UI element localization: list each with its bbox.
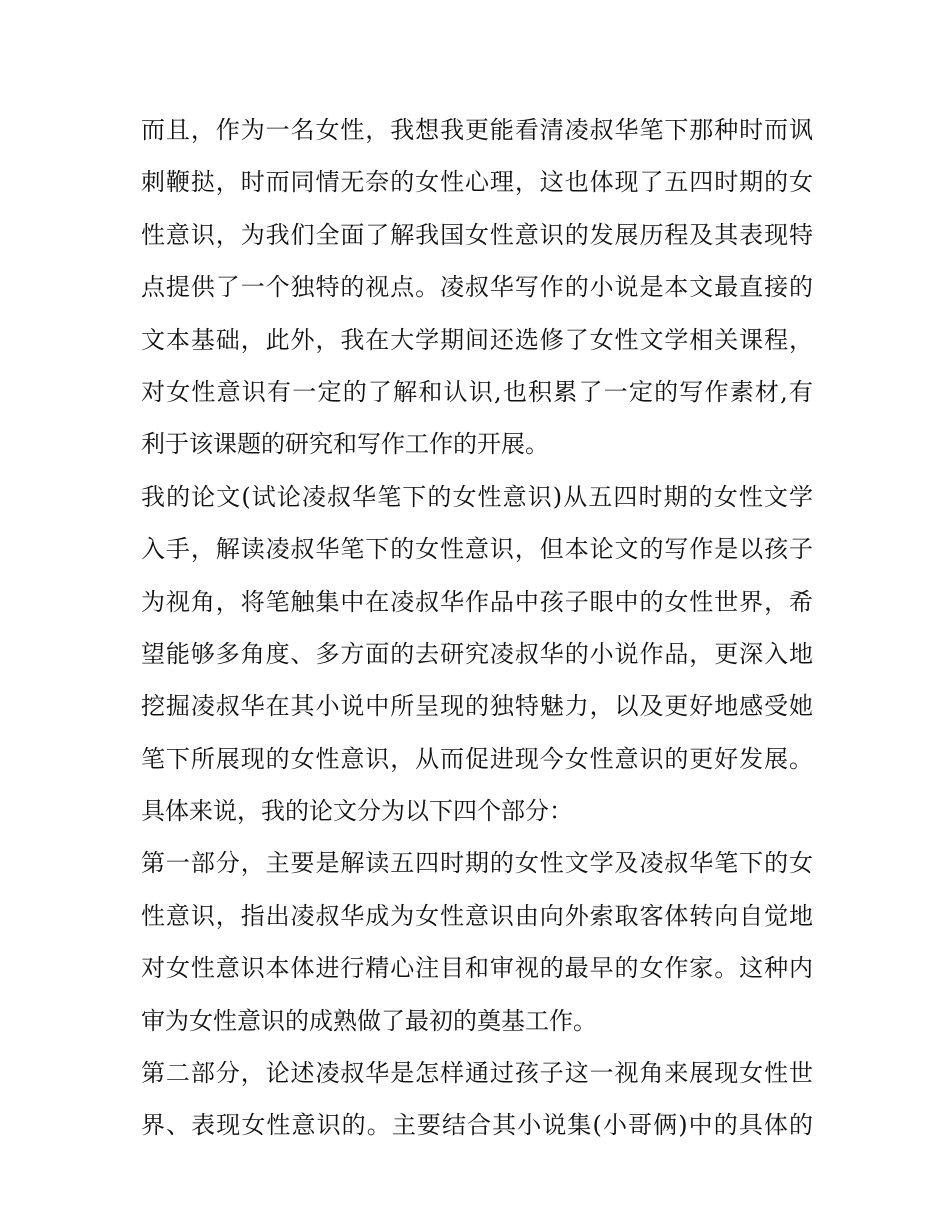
text-line: 对女性意识有一定的了解和认识,也积累了一定的写作素材,有 [141,377,813,406]
text-line: 性意识，指出凌叔华成为女性意识由向外索取客体转向自觉地 [141,901,813,930]
text-line: 第二部分，论述凌叔华是怎样通过孩子这一视角来展现女性世 [141,1059,813,1088]
text-line: 望能够多角度、多方面的去研究凌叔华的小说作品，更深入地 [141,639,813,668]
text-line: 第一部分，主要是解读五四时期的女性文学及凌叔华笔下的女 [141,849,813,878]
text-line: 点提供了一个独特的视点。凌叔华写作的小说是本文最直接的 [141,273,813,302]
text-line: 我的论文(试论凌叔华笔下的女性意识)从五四时期的女性文学 [141,482,813,511]
text-line: 挖掘凌叔华在其小说中所呈现的独特魅力，以及更好地感受她 [141,692,813,721]
text-line: 入手，解读凌叔华笔下的女性意识，但本论文的写作是以孩子 [141,535,813,564]
text-line: 而且，作为一名女性，我想我更能看清凌叔华笔下那种时而讽 [141,116,813,144]
text-line: 笔下所展现的女性意识，从而促进现今女性意识的更好发展。 [141,744,813,773]
text-line: 刺鞭挞，时而同情无奈的女性心理，这也体现了五四时期的女 [141,168,813,197]
body-text [141,104,813,1152]
text-line: 具体来说，我的论文分为以下四个部分： [141,797,573,826]
text-line: 性意识，为我们全面了解我国女性意识的发展历程及其表现特 [141,220,813,249]
text-line: 利于该课题的研究和写作工作的开展。 [141,430,549,459]
text-line: 对女性意识本体进行精心注目和审视的最早的女作家。这种内 [141,954,813,983]
text-line: 为视角，将笔触集中在凌叔华作品中孩子眼中的女性世界，希 [141,587,813,616]
text-line: 审为女性意识的成熟做了最初的奠基工作。 [141,1006,597,1035]
text-line: 文本基础，此外，我在大学期间还选修了女性文学相关课程， [141,325,813,354]
text-line: 界、表现女性意识的。主要结合其小说集(小哥俩)中的具体的 [141,1111,813,1140]
